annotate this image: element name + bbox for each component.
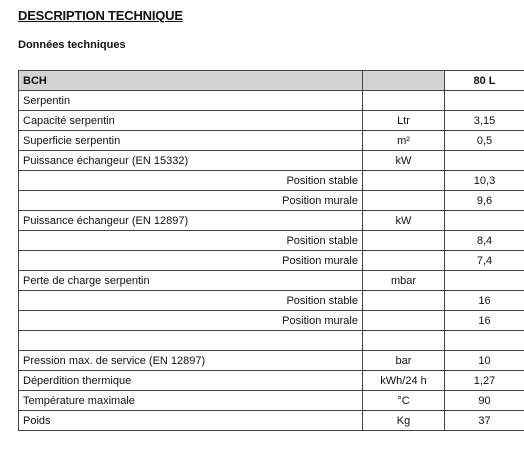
row-value: 0,5 (445, 131, 524, 151)
table-row-position-stable (19, 231, 524, 251)
row-label: Position murale (19, 311, 363, 331)
table-row-position-murale (19, 311, 524, 331)
row-label: Position stable (19, 171, 363, 191)
row-label: Serpentin (19, 91, 363, 111)
row-unit: Ltr (363, 111, 445, 131)
table-row-position-stable (19, 291, 524, 311)
header-unit (363, 71, 445, 91)
table-row-pression-max (19, 351, 524, 371)
table-row-empty (19, 331, 524, 351)
table-row-capacite (19, 111, 524, 131)
table-row-puissance-15332 (19, 151, 524, 171)
row-value: 3,15 (445, 111, 524, 131)
row-label: Position murale (19, 191, 363, 211)
row-label: Position stable (19, 231, 363, 251)
row-unit (363, 91, 445, 111)
row-label: Capacité serpentin (19, 111, 363, 131)
row-value: 16 (445, 291, 524, 311)
row-value (445, 271, 524, 291)
row-value: 1,27 (445, 371, 524, 391)
table-row-position-stable (19, 171, 524, 191)
row-label: Puissance échangeur (EN 12897) (19, 211, 363, 231)
row-unit (363, 291, 445, 311)
row-value: 37 (445, 411, 524, 431)
row-label: Perte de charge serpentin (19, 271, 363, 291)
table-row-poids (19, 411, 524, 431)
row-value: 10,3 (445, 171, 524, 191)
row-unit (363, 231, 445, 251)
table-row-position-murale (19, 191, 524, 211)
row-unit (363, 171, 445, 191)
row-unit (363, 191, 445, 211)
table-row-superficie (19, 131, 524, 151)
row-label: Déperdition thermique (19, 371, 363, 391)
row-value: 10 (445, 351, 524, 371)
row-unit: kW (363, 211, 445, 231)
row-unit: kWh/24 h (363, 371, 445, 391)
row-label: Poids (19, 411, 363, 431)
row-unit: bar (363, 351, 445, 371)
row-unit: m² (363, 131, 445, 151)
table-header-row (19, 71, 524, 91)
table-row-perte-de-charge (19, 271, 524, 291)
row-unit: mbar (363, 271, 445, 291)
row-unit: kW (363, 151, 445, 171)
row-label (19, 331, 363, 351)
row-unit (363, 331, 445, 351)
document-subtitle: Données techniques (18, 39, 126, 51)
row-unit (363, 311, 445, 331)
row-value (445, 151, 524, 171)
table-row-serpentin (19, 91, 524, 111)
table-row-position-murale (19, 251, 524, 271)
row-unit (363, 251, 445, 271)
row-label: Position stable (19, 291, 363, 311)
row-label: Température maximale (19, 391, 363, 411)
row-value: 90 (445, 391, 524, 411)
row-value: 7,4 (445, 251, 524, 271)
table-row-temperature (19, 391, 524, 411)
row-unit: °C (363, 391, 445, 411)
row-label: Position murale (19, 251, 363, 271)
header-label: BCH (19, 71, 363, 91)
row-label: Pression max. de service (EN 12897) (19, 351, 363, 371)
row-value: 8,4 (445, 231, 524, 251)
row-label: Puissance échangeur (EN 15332) (19, 151, 363, 171)
document-title: DESCRIPTION TECHNIQUE (18, 8, 183, 23)
table-row-deperdition (19, 371, 524, 391)
header-value: 80 L (445, 71, 524, 91)
row-unit: Kg (363, 411, 445, 431)
row-value: 9,6 (445, 191, 524, 211)
row-value (445, 211, 524, 231)
table-row-puissance-12897 (19, 211, 524, 231)
row-value: 16 (445, 311, 524, 331)
row-value (445, 91, 524, 111)
row-value (445, 331, 524, 351)
technical-data-table (18, 70, 524, 431)
row-label: Superficie serpentin (19, 131, 363, 151)
